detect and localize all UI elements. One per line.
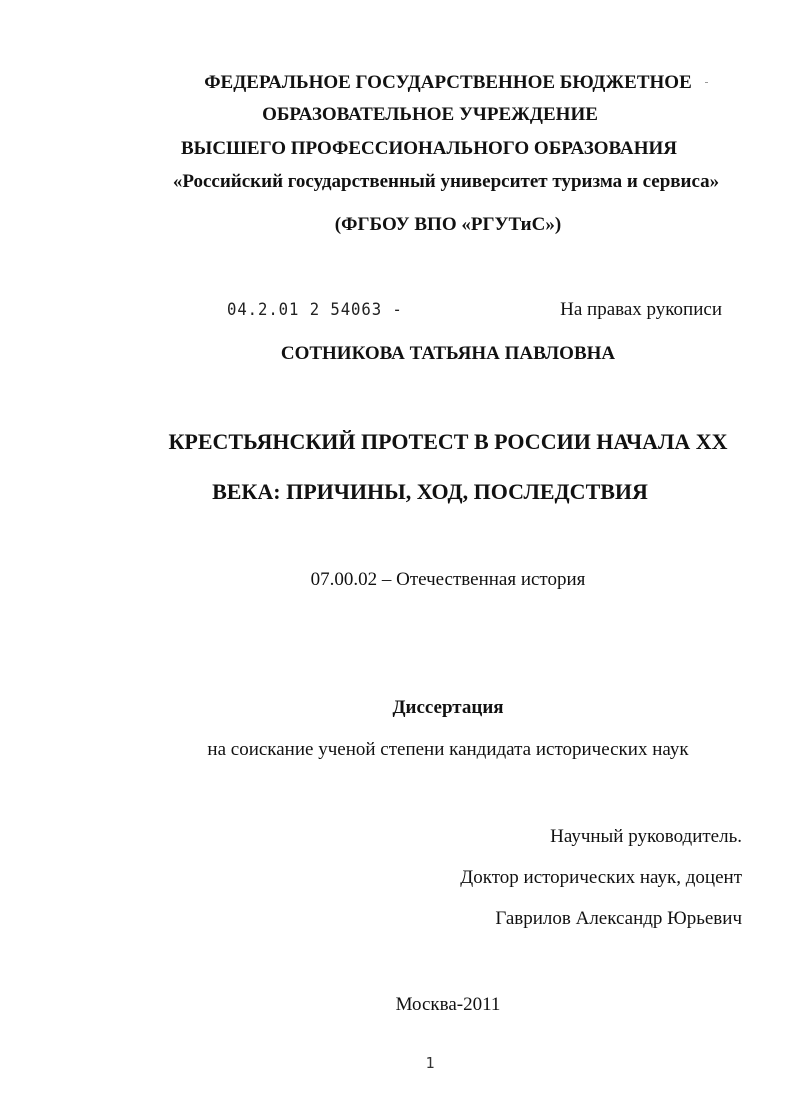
- stamp-code: 04.2.01 2 54063 -: [227, 300, 403, 320]
- thesis-title-line-1: КРЕСТЬЯНСКИЙ ПРОТЕСТ В РОССИИ НАЧАЛА XX: [168, 429, 728, 454]
- institution-line-1: ФЕДЕРАЛЬНОЕ ГОСУДАРСТВЕННОЕ БЮДЖЕТНОЕ: [204, 72, 692, 93]
- city-year: Москва-2011: [395, 994, 501, 1015]
- manuscript-rights: На правах рукописи: [560, 299, 722, 320]
- work-type: Диссертация: [392, 697, 504, 718]
- page-number: 1: [425, 1054, 435, 1072]
- author-name: СОТНИКОВА ТАТЬЯНА ПАВЛОВНА: [280, 343, 616, 364]
- thesis-title-line-2: ВЕКА: ПРИЧИНЫ, ХОД, ПОСЛЕДСТВИЯ: [212, 479, 648, 504]
- supervisor-name: Гаврилов Александр Юрьевич: [495, 908, 742, 929]
- university-name: «Российский государственный университет туризма и сервиса»: [172, 171, 720, 192]
- degree-description: на соискание ученой степени кандидата исторических наук: [207, 739, 689, 760]
- supervisor-rank: Доктор исторических наук, доцент: [460, 867, 742, 888]
- supervisor-label: Научный руководитель.: [550, 826, 742, 847]
- university-abbreviation: (ФГБОУ ВПО «РГУТиС»): [334, 214, 562, 235]
- institution-line-2: ОБРАЗОВАТЕЛЬНОЕ УЧРЕЖДЕНИЕ: [262, 104, 598, 125]
- institution-line-3: ВЫСШЕГО ПРОФЕССИОНАЛЬНОГО ОБРАЗОВАНИЯ: [181, 138, 677, 159]
- specialty-code: 07.00.02 – Отечественная история: [310, 569, 586, 590]
